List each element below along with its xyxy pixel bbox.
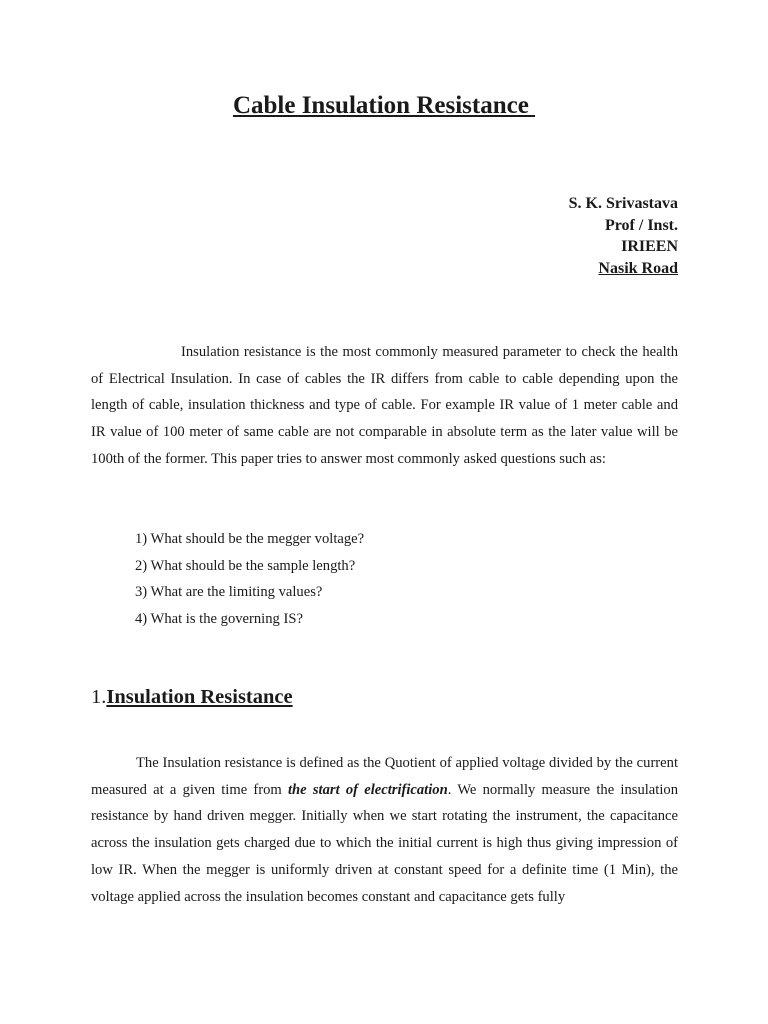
question-item: 3) What are the limiting values? xyxy=(135,584,323,601)
author-position: Prof / Inst. xyxy=(604,216,678,234)
document-title: Cable Insulation Resistance xyxy=(232,92,536,119)
section-number: 1. xyxy=(91,686,107,708)
intro-paragraph: Insulation resistance is the most commonly measured parameter to check the health of Electrical Insulation. In case of cables the IR differs from cable to cable depending upon the length of cable, insulation thickness and type of cable. For example IR value of 1 meter cable and IR value of 100 meter of same cable are not comparable in absolute term as the later value will be 100th of the former. This paper tries to answer most commonly asked questions such as: xyxy=(91,344,678,467)
question-item: 1) What should be the megger voltage? xyxy=(135,531,365,547)
body-text-start: The Insulation resistance is defined as the Quotient of applied voltage divided by the current measured at a given time from xyxy=(91,755,678,798)
section-heading xyxy=(91,686,293,709)
author-name: S. K. Srivastava xyxy=(568,195,678,212)
question-item: 4) What is the governing IS? xyxy=(135,611,303,628)
section-body-paragraph xyxy=(91,750,678,910)
question-item: 2) What should be the sample length? xyxy=(135,557,356,574)
question-list xyxy=(135,526,364,633)
author-location: Nasik Road xyxy=(598,259,678,277)
body-text-end: . We normally measure the insulation resistance by hand driven megger. Initially when we start rotating the instrument, the capacitance across the insulation gets charged due to which the initial current is high thus giving impression of low IR. When the megger is uniformly driven at constant speed for a definite time (1 Min), the voltage applied across the insulation becomes constant and capacitance gets fully xyxy=(91,781,678,905)
section-title: Insulation Resistance xyxy=(106,686,293,708)
author-block xyxy=(569,193,678,279)
emphasized-phrase: the start of electrification xyxy=(287,781,448,798)
author-institute: IRIEEN xyxy=(621,238,678,255)
